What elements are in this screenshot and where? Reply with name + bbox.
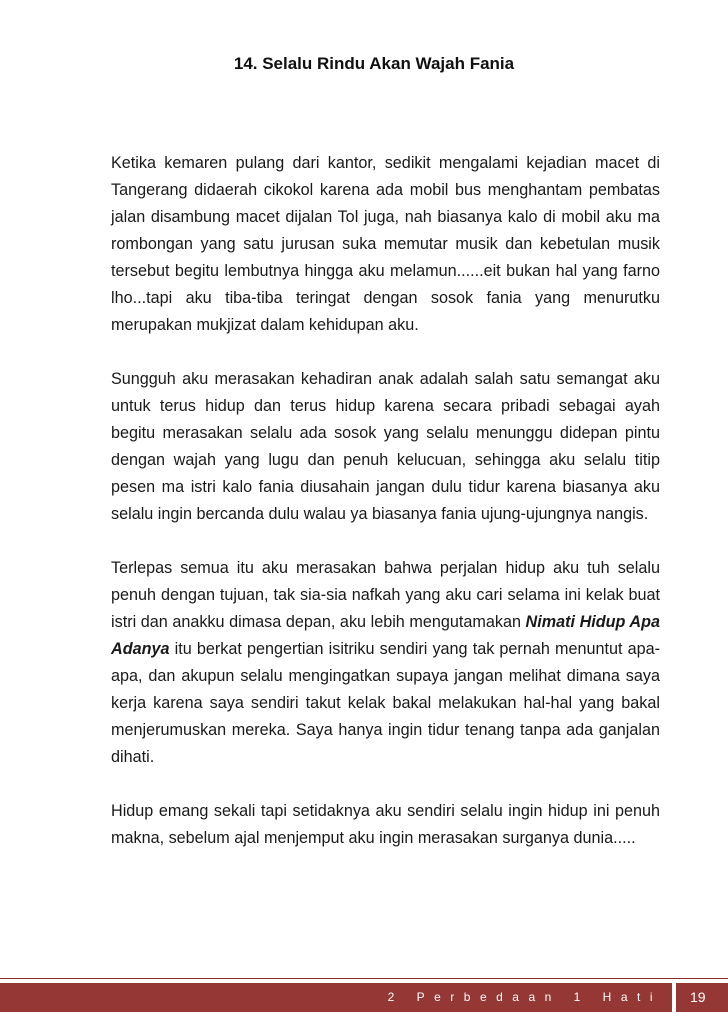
paragraph-3 — [111, 555, 660, 771]
paragraph-4: Hidup emang sekali tapi setidaknya aku sendiri selalu ingin hidup ini penuh makna, sebelum ajal menjemput aku ingin merasakan surganya dunia..... — [111, 802, 660, 847]
chapter-body — [111, 150, 660, 852]
footer-book-title: 2 Perbedaan 1 Hati — [387, 990, 662, 1004]
paragraph-1: Ketika kemaren pulang dari kantor, sedikit mengalami kejadian macet di Tangerang didaerah cikokol karena ada mobil bus menghantam pembatas jalan disambung macet dijalan Tol juga, nah biasanya kalo di mobil aku ma rombongan yang satu jurusan suka memutar musik dan kebetulan musik tersebut begitu lembutnya hingga aku melamun......eit bukan hal yang farno lho...tapi aku tiba-tiba teringat dengan sosok fania yang menurutku merupakan mukjizat dalam kehidupan aku. — [111, 154, 660, 334]
paragraph-2: Sungguh aku merasakan kehadiran anak adalah salah satu semangat aku untuk terus hidup dan terus hidup karena secara pribadi sebagai ayah begitu merasakan selalu ada sosok yang selalu menunggu didepan pintu dengan wajah yang lugu dan penuh kelucuan, sehingga aku selalu titip pesen ma istri kalo fania diusahain jangan dulu tidur karena biasanya aku selalu ingin bercanda dulu walau ya biasanya fania ujung-ujungnya nangis. — [111, 370, 660, 523]
page-number: 19 — [676, 983, 728, 1012]
paragraph-3-text-after: itu berkat pengertian isitriku sendiri yang tak pernah menuntut apa-apa, dan akupun selalu mengingatkan supaya jangan melihat dimana saya kerja karena saya sendiri takut kelak bakal melakukan hal-hal yang bakal menjerumuskan mereka. Saya hanya ingin tidur tenang tanpa ada ganjalan dihati. — [111, 640, 660, 766]
paragraph-3-emphasis: Nimati Hidup Apa Adanya — [111, 613, 660, 658]
paragraph-3-text-before: Terlepas semua itu aku merasakan bahwa perjalan hidup aku tuh selalu penuh dengan tujuan, tak sia-sia nafkah yang aku cari selama ini kelak buat istri dan anakku dimasa depan, aku lebih mengutamakan — [111, 559, 660, 631]
footer-divider — [0, 978, 728, 979]
chapter-title: 14. Selalu Rindu Akan Wajah Fania — [233, 54, 515, 73]
